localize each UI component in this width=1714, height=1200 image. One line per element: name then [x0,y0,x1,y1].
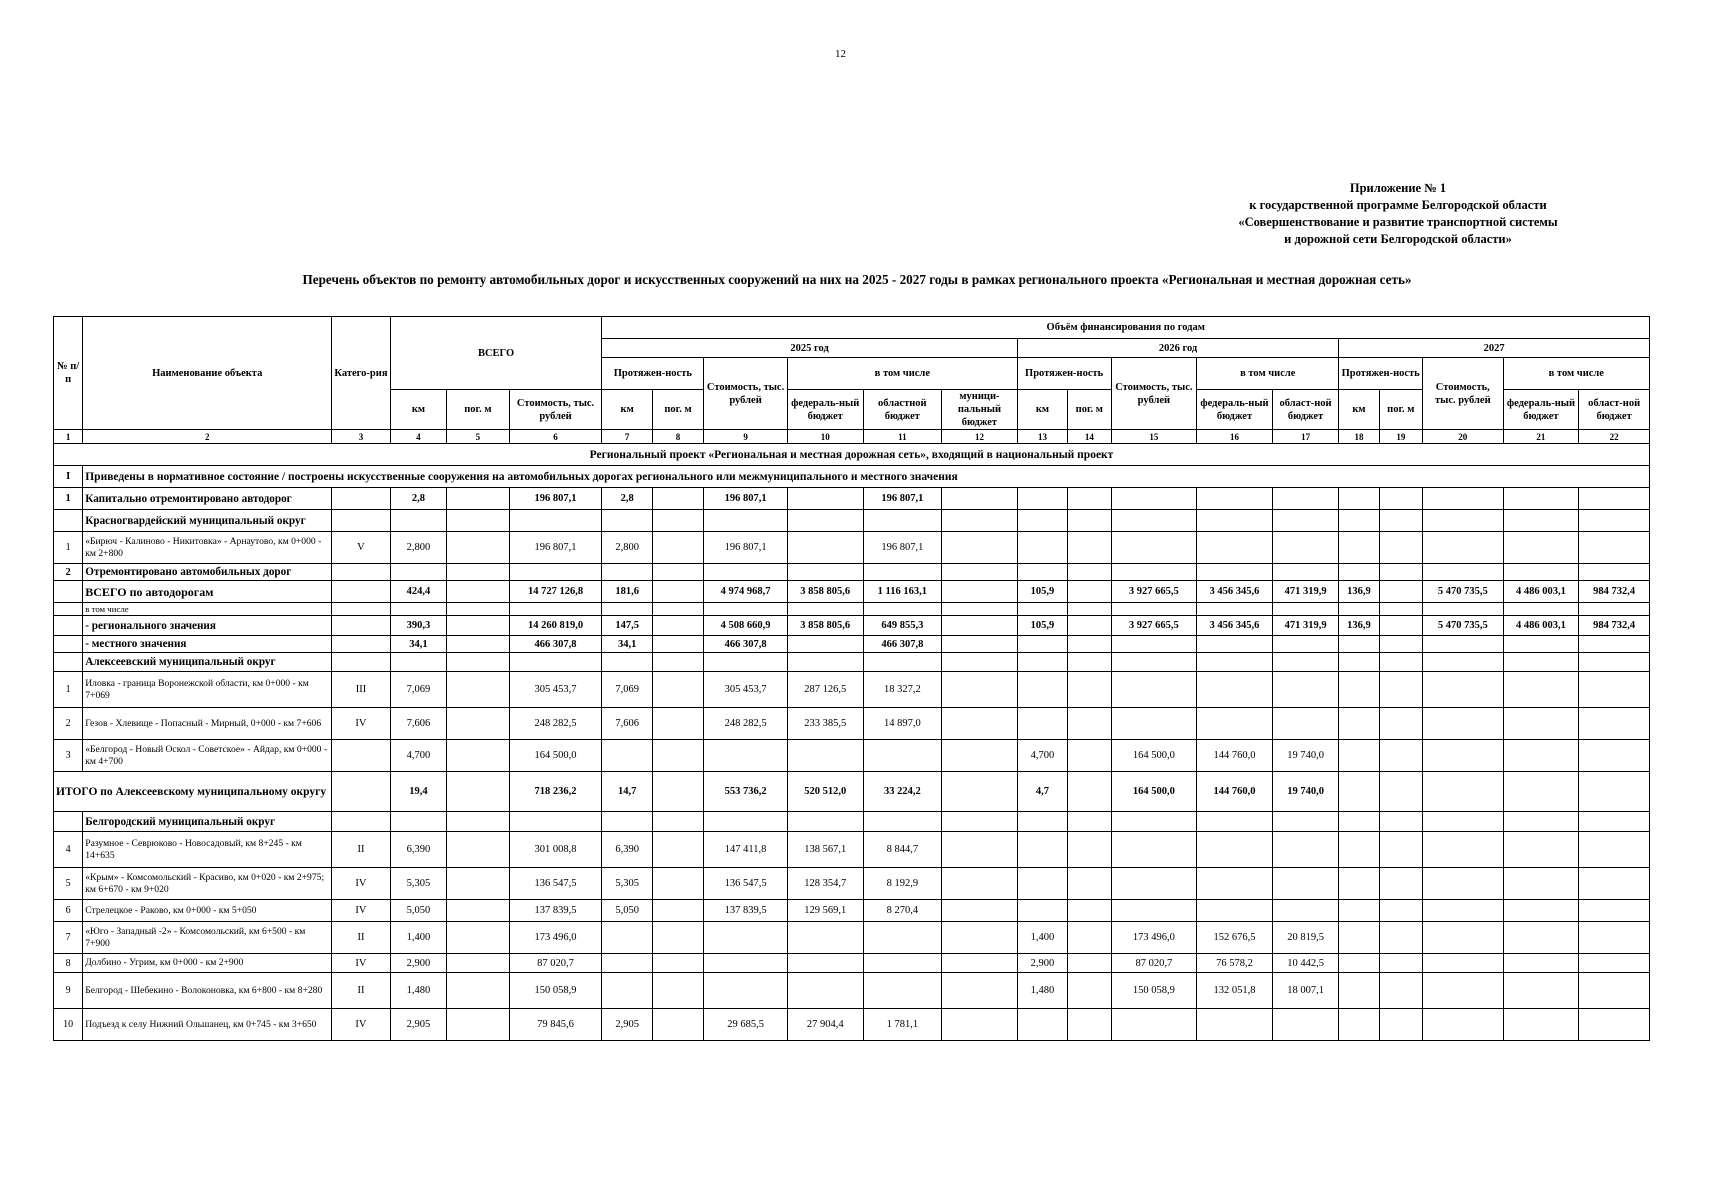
total-cost: 14 260 819,0 [509,616,602,636]
column-number: 20 [1422,430,1503,444]
document-title: Перечень объектов по ремонту автомобильных дорог и искусственных сооружений на них на 2025 - 2027 годы в рамках регионального проекта «Региональная и местная дорожная сеть» [302,272,1412,287]
cost-2025: 553 736,2 [704,772,788,812]
regional-2025: 196 807,1 [863,532,942,564]
total-cost: 196 807,1 [509,532,602,564]
table-row [54,740,1650,772]
total-km: 1,480 [390,973,446,1009]
federal-2025: 233 385,5 [787,708,863,740]
cost-2025: 29 685,5 [704,1009,788,1041]
header-regional: областной бюджет [863,390,942,430]
regional-2026: 20 819,5 [1272,922,1339,954]
header-regional: област-ной бюджет [1272,390,1339,430]
appendix-block [1188,180,1608,248]
column-number: 22 [1579,430,1650,444]
column-number: 17 [1272,430,1339,444]
table-row [54,772,1650,812]
header-km: км [390,390,446,430]
cost-2025: 466 307,8 [704,636,788,653]
object-name: «Юго - Западный -2» - Комсомольский, км 6+500 - км 7+900 [83,922,332,954]
federal-2025: 287 126,5 [787,672,863,708]
cost-2025: 196 807,1 [704,488,788,510]
regional-2025: 18 327,2 [863,672,942,708]
cost-2025: 136 547,5 [704,868,788,900]
category: IV [332,1009,390,1041]
total-km: 6,390 [390,832,446,868]
km-2025: 7,606 [602,708,652,740]
header-year-2026: 2026 год [1017,339,1339,358]
column-number: 15 [1111,430,1197,444]
km-2025: 147,5 [602,616,652,636]
header-federal: федераль-ный бюджет [787,390,863,430]
header-incl-2027: в том числе [1503,358,1649,390]
object-name: Гезов - Хлевище - Попасный - Мирный, 0+000 - км 7+606 [83,708,332,740]
total-km: 1,400 [390,922,446,954]
column-number: 18 [1339,430,1379,444]
header-year-2027: 2027 [1339,339,1650,358]
km-2026: 105,9 [1017,581,1067,603]
regional-2025: 1 781,1 [863,1009,942,1041]
header-length-2026: Протяжен-ность [1017,358,1111,390]
object-name: Отремонтировано автомобильных дорог [83,564,332,581]
appendix-line: «Совершенствование и развитие транспортной системы [1238,215,1558,229]
table-row [54,1009,1650,1041]
category: V [332,532,390,564]
column-number-row [54,430,1650,444]
total-cost: 173 496,0 [509,922,602,954]
object-name: ИТОГО по Алексеевскому муниципальному округу [54,772,332,812]
object-name: Разумное - Севрюково - Новосадовый, км 8+245 - км 14+635 [83,832,332,868]
header-municipal: муници-пальный бюджет [942,390,1018,430]
section-row [54,466,1650,488]
object-name: ВСЕГО по автодорогам [83,581,332,603]
column-number: 19 [1379,430,1422,444]
km-2026: 2,900 [1017,954,1067,973]
total-cost: 14 727 126,8 [509,581,602,603]
federal-2026: 132 051,8 [1197,973,1273,1009]
cost-2026: 3 927 665,5 [1111,616,1197,636]
category: II [332,832,390,868]
total-cost: 150 058,9 [509,973,602,1009]
row-number: 9 [54,973,83,1009]
km-2026: 1,400 [1017,922,1067,954]
federal-2026: 3 456 345,6 [1197,581,1273,603]
table-row [54,672,1650,708]
federal-2026: 3 456 345,6 [1197,616,1273,636]
incl-label: в том числе [83,603,332,616]
regional-2026: 19 740,0 [1272,772,1339,812]
row-number: 2 [54,708,83,740]
column-number: 6 [509,430,602,444]
header-num: № п/п [54,317,83,430]
municipality-row [54,510,1650,532]
object-name: «Крым» - Комсомольский - Красиво, км 0+020 - км 2+975; км 6+670 - км 9+020 [83,868,332,900]
table-row [54,581,1650,603]
appendix-line: и дорожной сети Белгородской области» [1284,232,1512,246]
federal-2025: 3 858 805,6 [787,616,863,636]
total-km: 34,1 [390,636,446,653]
regional-2025: 8 844,7 [863,832,942,868]
header-pogm: пог. м [1379,390,1422,430]
federal-2025: 3 858 805,6 [787,581,863,603]
header-km: км [602,390,652,430]
municipality-row [54,653,1650,672]
column-number: 12 [942,430,1018,444]
row-number: 1 [54,532,83,564]
total-km: 5,050 [390,900,446,922]
object-name: - регионального значения [83,616,332,636]
federal-2026: 144 760,0 [1197,772,1273,812]
total-km: 424,4 [390,581,446,603]
category: III [332,672,390,708]
column-number: 3 [332,430,390,444]
header-cost-2025: Стоимость, тыс. рублей [704,358,788,430]
column-number: 14 [1068,430,1111,444]
regional-2025: 8 270,4 [863,900,942,922]
total-cost: 466 307,8 [509,636,602,653]
cost-2026: 173 496,0 [1111,922,1197,954]
federal-2025: 520 512,0 [787,772,863,812]
column-number: 2 [83,430,332,444]
table-row [54,532,1650,564]
total-cost: 137 839,5 [509,900,602,922]
cost-2025: 305 453,7 [704,672,788,708]
cost-2025: 248 282,5 [704,708,788,740]
header-incl-2026: в том числе [1197,358,1339,390]
cost-2026: 164 500,0 [1111,772,1197,812]
appendix-line: к государственной программе Белгородской области [1249,198,1547,212]
category: IV [332,708,390,740]
row-number: 2 [54,564,83,581]
header-federal: федераль-ный бюджет [1503,390,1579,430]
table-row [54,922,1650,954]
column-number: 7 [602,430,652,444]
header-federal: федераль-ный бюджет [1197,390,1273,430]
total-km: 2,905 [390,1009,446,1041]
appendix-line: Приложение № 1 [1349,181,1447,195]
table-row [54,832,1650,868]
total-km: 4,700 [390,740,446,772]
project-title: Региональный проект «Региональная и местная дорожная сеть», входящий в национальный проект [54,444,1650,466]
project-row [54,444,1650,466]
cost-2026: 164 500,0 [1111,740,1197,772]
total-cost: 196 807,1 [509,488,602,510]
federal-2026: 76 578,2 [1197,954,1273,973]
regional-2027: 984 732,4 [1579,581,1650,603]
km-2025: 34,1 [602,636,652,653]
category: IV [332,954,390,973]
object-name: Подъезд к селу Нижний Ольшанец, км 0+745 - км 3+650 [83,1009,332,1041]
municipality-name: Алексеевский муниципальный округ [83,653,332,672]
column-number: 8 [652,430,703,444]
km-2026: 4,700 [1017,740,1067,772]
road-repair-table [53,316,1650,1041]
row-number: 8 [54,954,83,973]
header-km: км [1339,390,1379,430]
table-row [54,954,1650,973]
row-number: 7 [54,922,83,954]
object-name: Стрелецкое - Раково, км 0+000 - км 5+050 [83,900,332,922]
column-number: 9 [704,430,788,444]
km-2025: 14,7 [602,772,652,812]
object-name: Капитально отремонтировано автодорог [83,488,332,510]
cost-2025: 196 807,1 [704,532,788,564]
federal-2025: 27 904,4 [787,1009,863,1041]
section-title: Приведены в нормативное состояние / построены искусственные сооружения на автомобильных дорогах регионального или межмуниципального и местного значения [83,466,1650,488]
header-funding: Объём финансирования по годам [602,317,1650,339]
object-name: «Белгород - Новый Оскол - Советское» - Айдар, км 0+000 - км 4+700 [83,740,332,772]
table-row [54,868,1650,900]
km-2025: 2,800 [602,532,652,564]
regional-2026: 471 319,9 [1272,581,1339,603]
total-cost: 305 453,7 [509,672,602,708]
table-row [54,603,1650,616]
km-2026: 1,480 [1017,973,1067,1009]
category: IV [332,868,390,900]
header-length-2027: Протяжен-ность [1339,358,1423,390]
object-name: - местного значения [83,636,332,653]
cost-2027: 5 470 735,5 [1422,616,1503,636]
cost-2027: 5 470 735,5 [1422,581,1503,603]
km-2025: 2,905 [602,1009,652,1041]
total-cost: 248 282,5 [509,708,602,740]
total-km: 7,606 [390,708,446,740]
object-name: «Бирюч - Калиново - Никитовка» - Арнаутово, км 0+000 - км 2+800 [83,532,332,564]
header-regional: област-ной бюджет [1579,390,1650,430]
header-total-cost: Стоимость, тыс. рублей [509,390,602,430]
column-number: 13 [1017,430,1067,444]
total-cost: 301 008,8 [509,832,602,868]
total-cost: 79 845,6 [509,1009,602,1041]
km-2026: 4,7 [1017,772,1067,812]
km-2027: 136,9 [1339,581,1379,603]
regional-2026: 471 319,9 [1272,616,1339,636]
total-cost: 164 500,0 [509,740,602,772]
cost-2025: 4 508 660,9 [704,616,788,636]
category: II [332,973,390,1009]
regional-2026: 19 740,0 [1272,740,1339,772]
object-name: Белгород - Шебекино - Волоконовка, км 6+800 - км 8+280 [83,973,332,1009]
header-cost-2026: Стоимость, тыс. рублей [1111,358,1197,430]
column-number: 1 [54,430,83,444]
row-number: 5 [54,868,83,900]
header-length-2025: Протяжен-ность [602,358,704,390]
total-km: 7,069 [390,672,446,708]
federal-2025: 138 567,1 [787,832,863,868]
total-km: 390,3 [390,616,446,636]
municipality-row [54,812,1650,832]
row-number: 1 [54,488,83,510]
total-km: 2,900 [390,954,446,973]
table-row [54,708,1650,740]
header-pogm: пог. м [652,390,703,430]
federal-2026: 144 760,0 [1197,740,1273,772]
table-row [54,900,1650,922]
cost-2026: 150 058,9 [1111,973,1197,1009]
column-number: 16 [1197,430,1273,444]
regional-2025: 649 855,3 [863,616,942,636]
table-row [54,973,1650,1009]
header-total: ВСЕГО [390,317,602,390]
federal-2027: 4 486 003,1 [1503,616,1579,636]
regional-2026: 18 007,1 [1272,973,1339,1009]
table-row [54,564,1650,581]
total-km: 19,4 [390,772,446,812]
regional-2025: 1 116 163,1 [863,581,942,603]
object-name: Иловка - граница Воронежской области, км 0+000 - км 7+069 [83,672,332,708]
row-number: 10 [54,1009,83,1041]
km-2025: 5,305 [602,868,652,900]
federal-2026: 152 676,5 [1197,922,1273,954]
header-pogm: пог. м [1068,390,1111,430]
table-row [54,616,1650,636]
column-number: 11 [863,430,942,444]
header-km: км [1017,390,1067,430]
row-number: 1 [54,672,83,708]
table-row [54,636,1650,653]
cost-2025: 137 839,5 [704,900,788,922]
km-2027: 136,9 [1339,616,1379,636]
regional-2026: 10 442,5 [1272,954,1339,973]
municipality-name: Красногвардейский муниципальный округ [83,510,332,532]
row-number: 4 [54,832,83,868]
regional-2025: 196 807,1 [863,488,942,510]
regional-2025: 8 192,9 [863,868,942,900]
column-number: 5 [447,430,510,444]
row-number: I [54,466,83,488]
regional-2025: 33 224,2 [863,772,942,812]
km-2026: 105,9 [1017,616,1067,636]
category: IV [332,900,390,922]
total-cost: 718 236,2 [509,772,602,812]
row-number: 6 [54,900,83,922]
header-incl-2025: в том числе [787,358,1017,390]
row-number: 3 [54,740,83,772]
total-km: 2,8 [390,488,446,510]
category: II [332,922,390,954]
total-km: 5,305 [390,868,446,900]
category [332,740,390,772]
km-2025: 5,050 [602,900,652,922]
header-year-2025: 2025 год [602,339,1017,358]
total-km: 2,800 [390,532,446,564]
cost-2026: 87 020,7 [1111,954,1197,973]
federal-2025: 129 569,1 [787,900,863,922]
cost-2025: 147 411,8 [704,832,788,868]
km-2025: 181,6 [602,581,652,603]
header-cost-2027: Стоимость, тыс. рублей [1422,358,1503,430]
federal-2027: 4 486 003,1 [1503,581,1579,603]
header-pogm: пог. м [447,390,510,430]
table-row [54,488,1650,510]
header-category: Катего-рия [332,317,390,430]
page-number: 12 [835,48,846,60]
regional-2025: 14 897,0 [863,708,942,740]
column-number: 21 [1503,430,1579,444]
column-number: 4 [390,430,446,444]
column-number: 10 [787,430,863,444]
total-cost: 87 020,7 [509,954,602,973]
km-2025: 7,069 [602,672,652,708]
cost-2026: 3 927 665,5 [1111,581,1197,603]
total-cost: 136 547,5 [509,868,602,900]
km-2025: 6,390 [602,832,652,868]
header-name: Наименование объекта [83,317,332,430]
regional-2027: 984 732,4 [1579,616,1650,636]
km-2025: 2,8 [602,488,652,510]
regional-2025: 466 307,8 [863,636,942,653]
federal-2025: 128 354,7 [787,868,863,900]
municipality-name: Белгородский муниципальный округ [83,812,332,832]
object-name: Долбино - Угрим, км 0+000 - км 2+900 [83,954,332,973]
cost-2025: 4 974 968,7 [704,581,788,603]
